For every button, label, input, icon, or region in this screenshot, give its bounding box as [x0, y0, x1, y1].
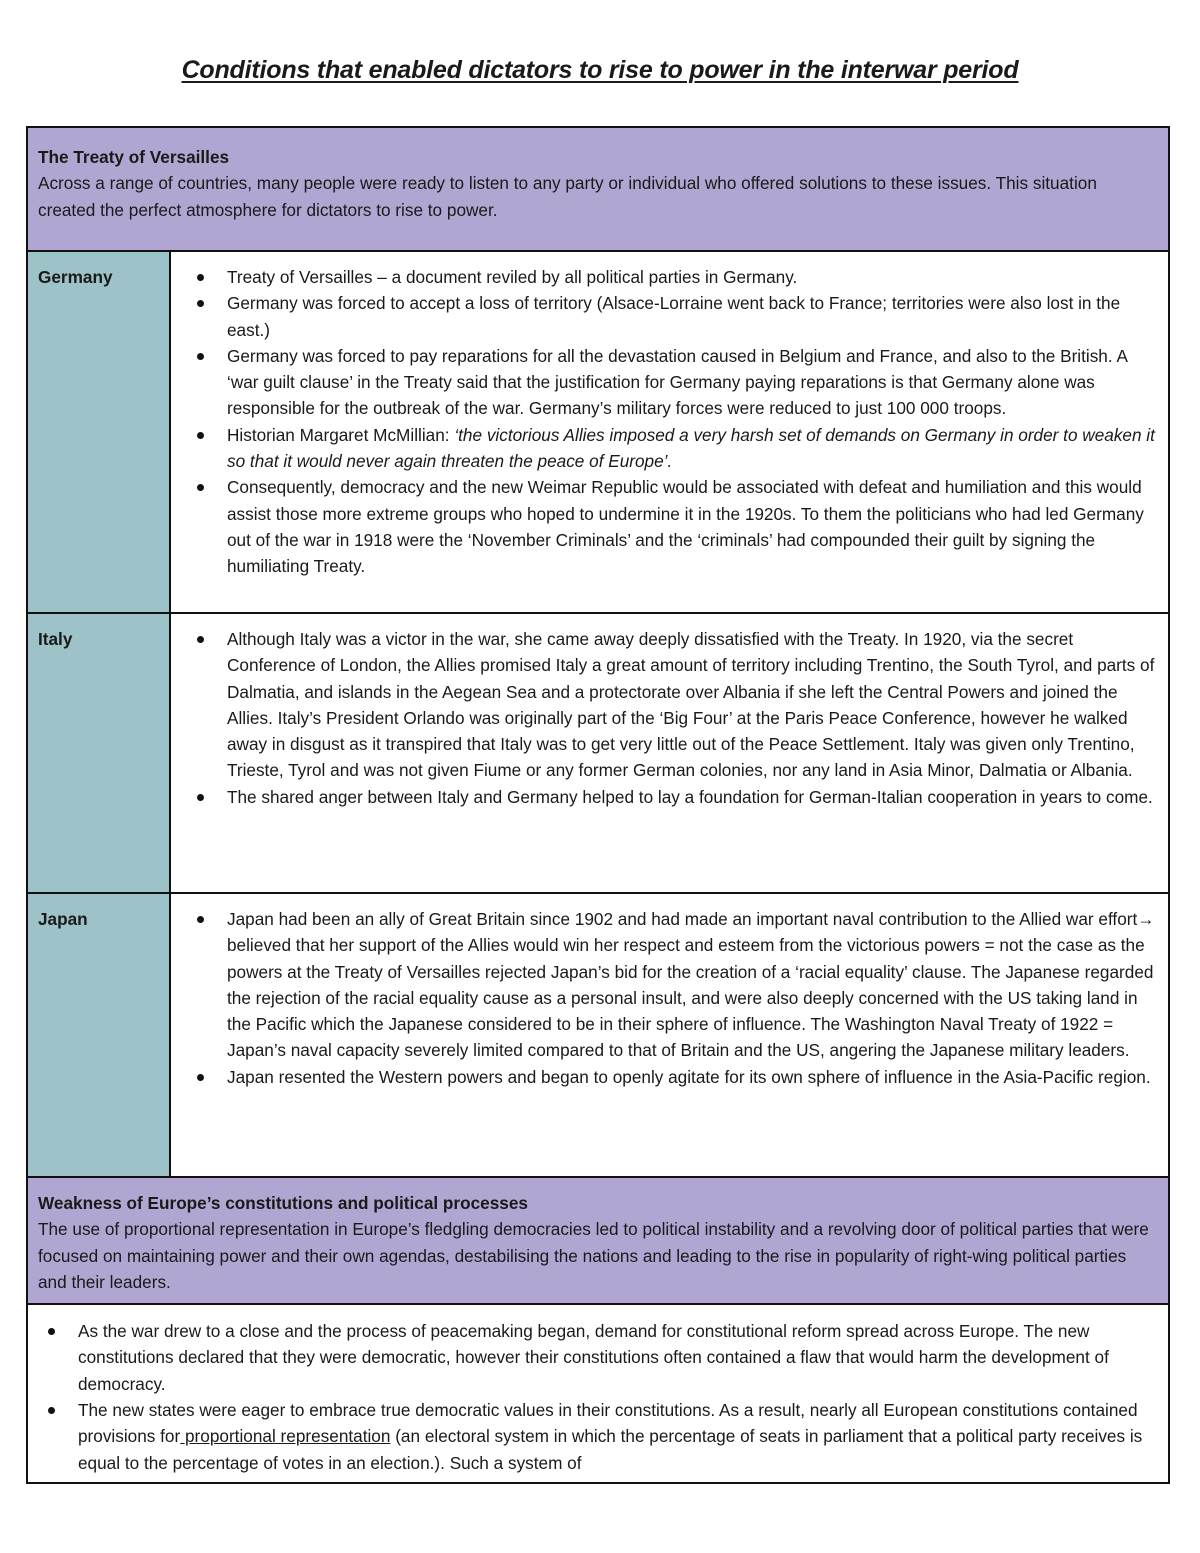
germany-row	[27, 251, 1169, 613]
japan-content	[170, 893, 1169, 1177]
constitutions-header-cell	[27, 1177, 1169, 1304]
constitutions-header-row	[27, 1177, 1169, 1304]
list-item: The shared anger between Italy and Germany helped to lay a foundation for German-Italian cooperation in years to come.	[173, 784, 1162, 810]
quote-attribution: Historian Margaret McMillian:	[227, 424, 455, 445]
list-item: Although Italy was a victor in the war, she came away deeply dissatisfied with the Treaty. In 1920, via the secret Conference of London, the Allies promised Italy a great amount of territory including Trentino, the South Tyrol, and parts of Dalmatia, and islands in the Aegean Sea and a protectorate over Albania if she left the Central Powers and joined the Allies. Italy’s President Orlando was originally part of the ‘Big Four’ at the Paris Peace Conference, however he walked away in disgust as it transpired that Italy was to get very little out of the Peace Settlement. Italy was given only Trentino, Trieste, Tyrol and was not given Fiume or any former German colonies, nor any land in Asia Minor, Dalmatia or Albania.	[173, 626, 1162, 784]
row-label-germany: Germany	[27, 251, 170, 613]
japan-bullet-list	[173, 906, 1162, 1090]
italy-row	[27, 613, 1169, 893]
content-table	[26, 126, 1170, 1484]
historian-quote: ‘the victorious Allies imposed a very harsh set of demands on Germany in order to weaken it so that it would never again threaten the peace of Europe’.	[227, 424, 1155, 472]
section-heading: The Treaty of Versailles	[38, 147, 230, 167]
list-item: Japan had been an ally of Great Britain since 1902 and had made an important naval contribution to the Allied war effort→ believed that her support of the Allies would win her respect and esteem from the victorious powers = not the case as the powers at the Treaty of Versailles rejected Japan’s bid for the creation of a ‘racial equality’ clause. The Japanese regarded the rejection of the racial equality cause as a personal insult, and were also deeply concerned with the US taking land in the Pacific which the Japanese considered to be in their sphere of influence. The Washington Naval Treaty of 1922 = Japan’s naval capacity severely limited compared to that of Britain and the US, angering the Japanese military leaders.	[173, 906, 1162, 1064]
italy-bullet-list	[173, 626, 1162, 810]
treaty-header-row	[27, 127, 1169, 251]
italy-content	[170, 613, 1169, 893]
list-item: Japan resented the Western powers and began to openly agitate for its own sphere of influence in the Asia-Pacific region.	[173, 1064, 1162, 1090]
constitutions-content	[27, 1304, 1169, 1483]
row-label-japan: Japan	[27, 893, 170, 1177]
germany-bullet-list	[173, 264, 1162, 580]
treaty-header-cell	[27, 127, 1169, 251]
list-item	[28, 1397, 1160, 1476]
row-label-italy: Italy	[27, 613, 170, 893]
constitutions-bullet-list	[28, 1318, 1160, 1476]
list-item: Germany was forced to accept a loss of territory (Alsace-Lorraine went back to France; territories were also lost in the east.)	[173, 290, 1162, 343]
constitutions-bullets-row	[27, 1304, 1169, 1483]
page-title: Conditions that enabled dictators to rise to power in the interwar period	[181, 56, 1019, 84]
proportional-representation-link[interactable]: proportional representation	[180, 1426, 391, 1447]
section-intro: The use of proportional representation in Europe’s fledgling democracies led to political instability and a revolving door of political parties that were focused on maintaining power and their own agendas, destabilising the nations and leading to the rise in popularity of right-wing political parties and their leaders.	[38, 1219, 1149, 1292]
bullet-text: The new states were eager to embrace true democratic values in their constitutions. As a result, nearly all European constitutions contained provisions for	[78, 1400, 1138, 1447]
section-heading: Weakness of Europe’s constitutions and political processes	[38, 1193, 528, 1213]
list-item	[173, 422, 1162, 475]
list-item: Treaty of Versailles – a document reviled by all political parties in Germany.	[173, 264, 1162, 290]
section-intro: Across a range of countries, many people were ready to listen to any party or individual who offered solutions to these issues. This situation created the perfect atmosphere for dictators to rise to power.	[38, 173, 1097, 220]
list-item: As the war drew to a close and the process of peacemaking began, demand for constitutional reform spread across Europe. The new constitutions declared that they were democratic, however their constitutions often contained a flaw that would harm the development of democracy.	[28, 1318, 1160, 1397]
bullet-text: (an electoral system in which the percentage of seats in parliament that a political party receives is equal to the percentage of votes in an election.). Such a system of	[78, 1426, 1143, 1473]
list-item: Germany was forced to pay reparations for all the devastation caused in Belgium and France, and also to the British. A ‘war guilt clause’ in the Treaty said that the justification for Germany paying reparations is that Germany alone was responsible for the outbreak of the war. Germany’s military forces were reduced to just 100 000 troops.	[173, 343, 1162, 422]
germany-content	[170, 251, 1169, 613]
japan-row	[27, 893, 1169, 1177]
list-item: Consequently, democracy and the new Weimar Republic would be associated with defeat and humiliation and this would assist those more extreme groups who hoped to undermine it in the 1920s. To them the politicians who had led Germany out of the war in 1918 were the ‘November Criminals’ and the ‘criminals’ had compounded their guilt by signing the humiliating Treaty.	[173, 474, 1162, 579]
